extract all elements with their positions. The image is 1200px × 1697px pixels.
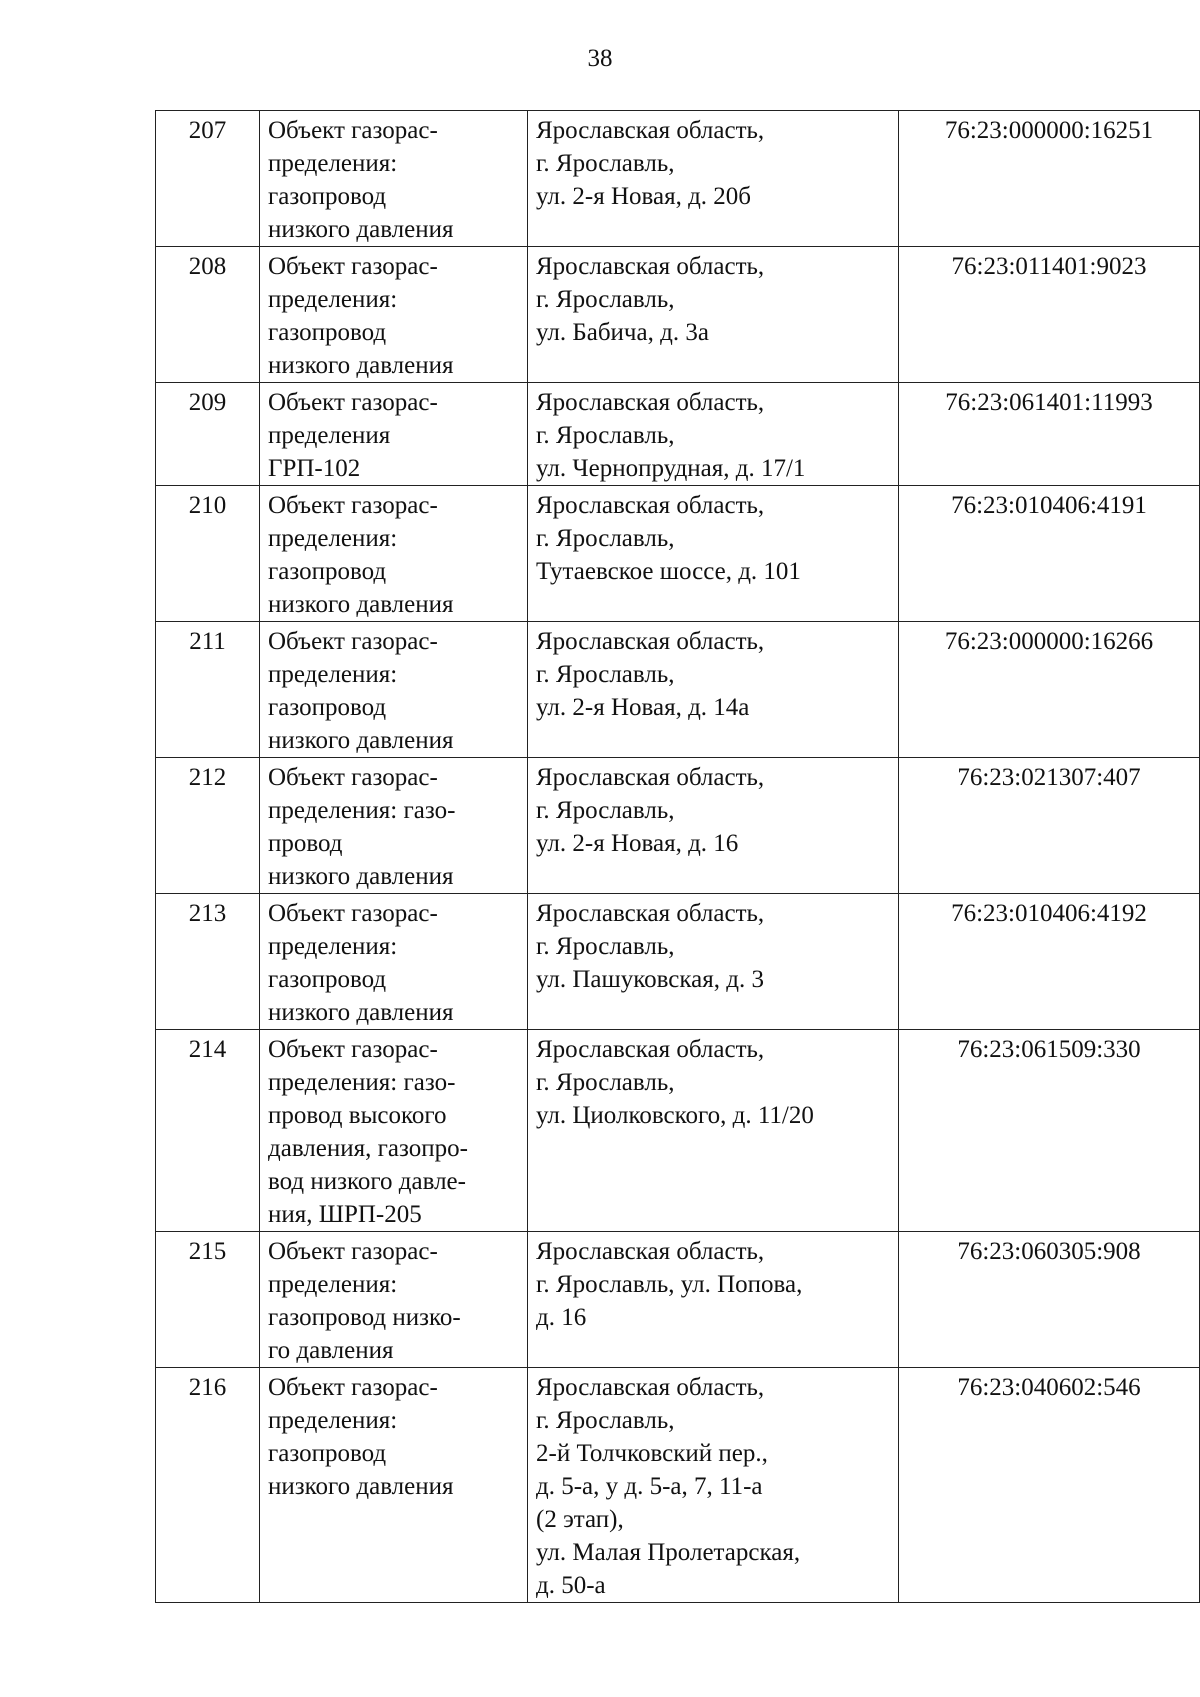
object-name-cell: Объект газорас- пределения ГРП-102 [260, 383, 528, 486]
cadastral-number-cell: 76:23:010406:4192 [899, 894, 1200, 1030]
row-number-cell: 210 [156, 486, 260, 622]
address-cell: Ярославская область, г. Ярославль, ул. 2-я Новая, д. 16 [528, 758, 899, 894]
table-row [156, 622, 1200, 758]
table-row [156, 1232, 1200, 1368]
object-name-cell: Объект газорас- пределения: газопровод низкого давления [260, 894, 528, 1030]
table-row [156, 247, 1200, 383]
cadastral-number-cell: 76:23:010406:4191 [899, 486, 1200, 622]
object-name-cell: Объект газорас- пределения: газо- провод высокого давления, газопро- вод низкого давле- ния, ШРП-205 [260, 1030, 528, 1232]
cadastral-number-cell: 76:23:000000:16266 [899, 622, 1200, 758]
table-row [156, 758, 1200, 894]
address-cell: Ярославская область, г. Ярославль, ул. Бабича, д. 3а [528, 247, 899, 383]
row-number-cell: 208 [156, 247, 260, 383]
address-cell: Ярославская область, г. Ярославль, 2-й Толчковский пер., д. 5-а, у д. 5-а, 7, 11-а (2 этап), ул. Малая Пролетарская, д. 50-а [528, 1368, 899, 1603]
address-cell: Ярославская область, г. Ярославль, ул. 2-я Новая, д. 20б [528, 111, 899, 247]
row-number-cell: 212 [156, 758, 260, 894]
object-name-cell: Объект газорас- пределения: газопровод низкого давления [260, 486, 528, 622]
table-row [156, 111, 1200, 247]
table-row [156, 383, 1200, 486]
cadastral-number-cell: 76:23:060305:908 [899, 1232, 1200, 1368]
row-number-cell: 207 [156, 111, 260, 247]
row-number-cell: 211 [156, 622, 260, 758]
row-number-cell: 214 [156, 1030, 260, 1232]
row-number-cell: 213 [156, 894, 260, 1030]
row-number-cell: 216 [156, 1368, 260, 1603]
cadastral-number-cell: 76:23:061509:330 [899, 1030, 1200, 1232]
address-cell: Ярославская область, г. Ярославль, ул. 2-я Новая, д. 14а [528, 622, 899, 758]
address-cell: Ярославская область, г. Ярославль, ул. Чернопрудная, д. 17/1 [528, 383, 899, 486]
cadastral-number-cell: 76:23:000000:16251 [899, 111, 1200, 247]
address-cell: Ярославская область, г. Ярославль, ул. Пашуковская, д. 3 [528, 894, 899, 1030]
object-name-cell: Объект газорас- пределения: газопровод низко- го давления [260, 1232, 528, 1368]
page-number: 38 [587, 45, 613, 72]
row-number-cell: 209 [156, 383, 260, 486]
address-cell: Ярославская область, г. Ярославль, Тутаевское шоссе, д. 101 [528, 486, 899, 622]
object-name-cell: Объект газорас- пределения: газопровод низкого давления [260, 247, 528, 383]
cadastral-number-cell: 76:23:021307:407 [899, 758, 1200, 894]
object-name-cell: Объект газорас- пределения: газо- провод низкого давления [260, 758, 528, 894]
object-name-cell: Объект газорас- пределения: газопровод низкого давления [260, 111, 528, 247]
object-name-cell: Объект газорас- пределения: газопровод низкого давления [260, 1368, 528, 1603]
address-cell: Ярославская область, г. Ярославль, ул. Попова, д. 16 [528, 1232, 899, 1368]
address-cell: Ярославская область, г. Ярославль, ул. Циолковского, д. 11/20 [528, 1030, 899, 1232]
table-row [156, 486, 1200, 622]
table-row [156, 1368, 1200, 1603]
cadastral-number-cell: 76:23:011401:9023 [899, 247, 1200, 383]
table-row [156, 1030, 1200, 1232]
table-row [156, 894, 1200, 1030]
object-name-cell: Объект газорас- пределения: газопровод низкого давления [260, 622, 528, 758]
row-number-cell: 215 [156, 1232, 260, 1368]
cadastral-number-cell: 76:23:040602:546 [899, 1368, 1200, 1603]
registry-table [155, 110, 1200, 1603]
cadastral-number-cell: 76:23:061401:11993 [899, 383, 1200, 486]
